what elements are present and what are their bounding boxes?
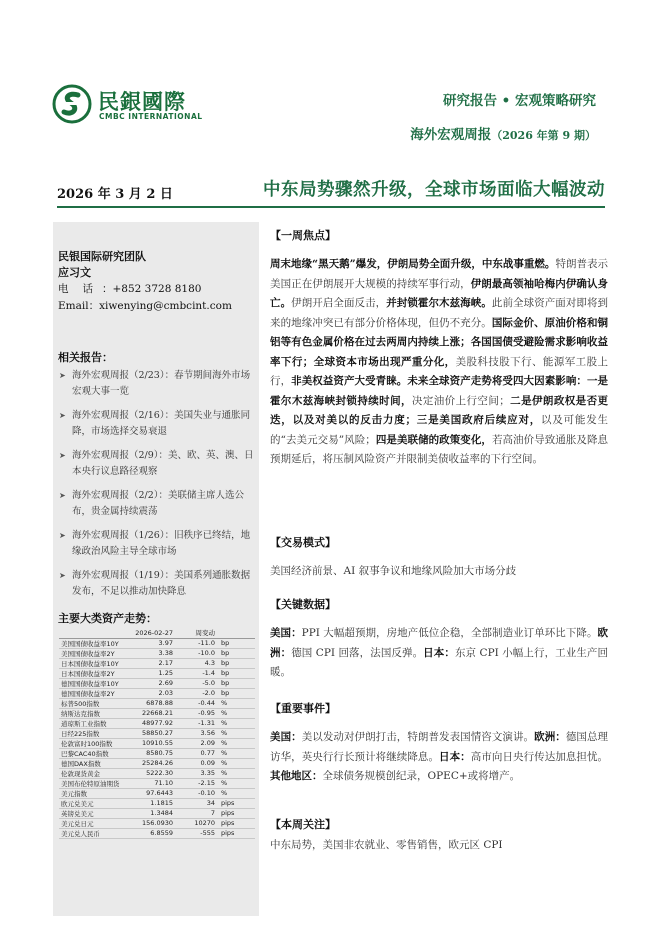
related-report-text: 海外宏观周报（1/26）：旧秩序已终结，地缘政治风险主导全球市场 bbox=[72, 530, 251, 557]
asset-row bbox=[59, 728, 255, 738]
asset-name: 欧元兑美元 bbox=[59, 798, 129, 808]
author-email bbox=[58, 298, 232, 313]
asset-change: 10270 bbox=[175, 818, 217, 828]
assets-header-cell bbox=[59, 628, 129, 638]
asset-change: 34 bbox=[175, 798, 217, 808]
trading-paragraph: 美国经济前景、AI 叙事争议和地缘风险加大市场分歧 bbox=[270, 565, 517, 577]
region-label: 美国： bbox=[270, 627, 302, 639]
region-label: 欧洲： bbox=[270, 627, 608, 659]
related-reports-title: 相关报告： bbox=[58, 351, 113, 364]
related-report-item[interactable] bbox=[58, 568, 254, 600]
author-phone bbox=[58, 281, 201, 296]
asset-name: 标普500指数 bbox=[59, 698, 129, 708]
assets-header-cell: 2026-02-27 bbox=[129, 628, 175, 638]
asset-value: 156.0930 bbox=[129, 818, 175, 828]
asset-name: 道琼斯工业指数 bbox=[59, 718, 129, 728]
related-report-item[interactable] bbox=[58, 408, 254, 440]
author-name: 应习文 bbox=[58, 266, 91, 279]
asset-name: 美国布伦特原油期货 bbox=[59, 778, 129, 788]
asset-unit: % bbox=[217, 778, 255, 788]
watch-paragraph: 中东局势，美国非农就业、零售销售，欧元区 CPI bbox=[270, 839, 503, 851]
asset-unit: bp bbox=[217, 668, 255, 678]
arrow-icon: ➤ bbox=[59, 411, 66, 420]
asset-row bbox=[59, 738, 255, 748]
section-watch-title: 【本周关注】 bbox=[270, 818, 336, 831]
logo-english-text: CMBC INTERNATIONAL bbox=[99, 112, 203, 121]
asset-value: 97.6443 bbox=[129, 788, 175, 798]
asset-value: 6.8559 bbox=[129, 828, 175, 838]
asset-change: -1.31 bbox=[175, 718, 217, 728]
asset-change: 0.77 bbox=[175, 748, 217, 758]
asset-unit: % bbox=[217, 768, 255, 778]
assets-header-row bbox=[59, 628, 255, 638]
focus-bold: 非美权益资产大受青睐。未来全球资产走势将受四大因素影响：一是霍尔木兹海峡封锁持续时间， bbox=[270, 375, 609, 407]
asset-change: 2.09 bbox=[175, 738, 217, 748]
asset-unit: % bbox=[217, 738, 255, 748]
region-label: 欧洲： bbox=[534, 731, 566, 743]
asset-name: 伦敦富时100指数 bbox=[59, 738, 129, 748]
asset-name: 德国DAX指数 bbox=[59, 758, 129, 768]
asset-unit: pips bbox=[217, 808, 255, 818]
asset-name: 德国国债收益率10Y bbox=[59, 678, 129, 688]
asset-change: 3.35 bbox=[175, 768, 217, 778]
data-text: 德国 CPI 回落，法国反弹。 bbox=[291, 646, 424, 659]
region-label: 日本： bbox=[423, 646, 455, 659]
report-series bbox=[410, 123, 596, 143]
asset-value: 2.69 bbox=[129, 678, 175, 688]
asset-row bbox=[59, 648, 255, 658]
asset-change: -5.0 bbox=[175, 678, 217, 688]
asset-unit: % bbox=[217, 698, 255, 708]
arrow-icon: ➤ bbox=[59, 371, 66, 380]
sidebar bbox=[53, 222, 259, 916]
focus-text: 美股科技股下行、能源军工股上行， bbox=[270, 355, 609, 387]
section-trading-title: 【交易模式】 bbox=[270, 536, 336, 549]
email-label: Email bbox=[58, 300, 89, 312]
related-report-text: 海外宏观周报（1/19）：美国系列通胀数据发布，不足以推动加快降息 bbox=[72, 570, 251, 597]
assets-table bbox=[59, 628, 255, 839]
phone-label: 电话 bbox=[58, 283, 107, 295]
asset-change: -2.15 bbox=[175, 778, 217, 788]
asset-row bbox=[59, 698, 255, 708]
asset-row bbox=[59, 718, 255, 728]
focus-bold: 周末地缘“黑天鹅”爆发，伊朗局势全面升级，中东战事重燃。 bbox=[270, 258, 556, 270]
report-series-name: 海外宏观周报 bbox=[410, 127, 492, 143]
section-focus-title: 【一周焦点】 bbox=[270, 229, 336, 242]
report-date: 2026 年 3 月 2 日 bbox=[57, 187, 173, 202]
asset-change: 0.09 bbox=[175, 758, 217, 768]
asset-value: 58850.27 bbox=[129, 728, 175, 738]
arrow-icon: ➤ bbox=[59, 531, 66, 540]
asset-value: 1.1815 bbox=[129, 798, 175, 808]
asset-row bbox=[59, 758, 255, 768]
asset-name: 日本国债收益率10Y bbox=[59, 658, 129, 668]
region-label: 美国： bbox=[270, 731, 302, 743]
focus-text: 决定油价上行空间； bbox=[411, 394, 510, 407]
asset-unit: % bbox=[217, 748, 255, 758]
asset-unit: pips bbox=[217, 818, 255, 828]
section-events-title: 【重要事件】 bbox=[270, 702, 336, 715]
asset-value: 22668.21 bbox=[129, 708, 175, 718]
asset-unit: % bbox=[217, 758, 255, 768]
events-text: 美以发动对伊朗打击，特朗普发表国情咨文演讲。 bbox=[301, 731, 535, 743]
asset-unit: bp bbox=[217, 678, 255, 688]
asset-row bbox=[59, 798, 255, 808]
asset-value: 25284.26 bbox=[129, 758, 175, 768]
asset-unit: pips bbox=[217, 798, 255, 808]
related-report-text: 海外宏观周报（2/16）：美国失业与通胀同降，市场选择交易衰退 bbox=[72, 410, 251, 437]
section-data-title: 【关键数据】 bbox=[270, 598, 336, 611]
related-report-text: 海外宏观周报（2/23）：春节期间海外市场宏观大事一览 bbox=[72, 370, 251, 397]
focus-bold: 二是伊朗政权是否更迭，以及对美以的反击力度；三是美国政府后续应对， bbox=[270, 394, 609, 426]
phone-value: ：+852 3728 8180 bbox=[102, 283, 202, 295]
asset-row bbox=[59, 748, 255, 758]
assets-header-cell bbox=[217, 628, 255, 638]
asset-row bbox=[59, 668, 255, 678]
arrow-icon: ➤ bbox=[59, 451, 66, 460]
asset-unit: % bbox=[217, 788, 255, 798]
arrow-icon: ➤ bbox=[59, 571, 66, 580]
focus-bold: 伊朗最高领袖哈梅内伊确认身亡。 bbox=[270, 277, 609, 309]
asset-value: 10910.55 bbox=[129, 738, 175, 748]
related-report-item[interactable] bbox=[58, 448, 254, 480]
assets-body bbox=[59, 638, 255, 838]
asset-row bbox=[59, 638, 255, 648]
data-text: PPI 大幅超预期，房地产低位企稳，全部制造业订单环比下降。 bbox=[301, 627, 598, 639]
asset-name: 美国国债收益率2Y bbox=[59, 648, 129, 658]
asset-change: -10.0 bbox=[175, 648, 217, 658]
asset-name: 美元兑日元 bbox=[59, 818, 129, 828]
asset-unit: % bbox=[217, 728, 255, 738]
related-report-item[interactable] bbox=[58, 488, 254, 520]
asset-value: 5222.30 bbox=[129, 768, 175, 778]
asset-value: 2.03 bbox=[129, 688, 175, 698]
arrow-icon: ➤ bbox=[59, 491, 66, 500]
asset-unit: pips bbox=[217, 828, 255, 838]
related-report-text: 海外宏观周报（2/2）：美联储主席人选公布，贵金属持续震荡 bbox=[72, 490, 245, 517]
asset-name: 美元兑人民币 bbox=[59, 828, 129, 838]
asset-name: 美国国债收益率10Y bbox=[59, 638, 129, 648]
asset-row bbox=[59, 818, 255, 828]
asset-name: 日本国债收益率2Y bbox=[59, 668, 129, 678]
asset-name: 日经225指数 bbox=[59, 728, 129, 738]
asset-value: 1.25 bbox=[129, 668, 175, 678]
asset-value: 8580.75 bbox=[129, 748, 175, 758]
asset-value: 3.38 bbox=[129, 648, 175, 658]
data-paragraph bbox=[270, 624, 608, 683]
asset-change: -11.0 bbox=[175, 638, 217, 648]
focus-bold: 国际金价、原油价格和铜铝等有色金属价格在过去两周内持续上涨；各国国债受避险需求影响收益率下行；全球资本市场出现严重分化， bbox=[270, 316, 609, 368]
asset-row bbox=[59, 828, 255, 838]
events-paragraph bbox=[270, 728, 608, 787]
region-label: 日本： bbox=[439, 750, 471, 763]
title-divider bbox=[57, 206, 605, 208]
related-reports-list bbox=[58, 368, 254, 608]
focus-bold: 四是美联储的政策变化， bbox=[375, 433, 492, 446]
asset-unit: % bbox=[217, 708, 255, 718]
asset-name: 英镑兑美元 bbox=[59, 808, 129, 818]
focus-text: 此前全球资产面对即将到来的地缘冲突已有部分价格体现，但仍不充分。 bbox=[270, 297, 609, 329]
asset-unit: bp bbox=[217, 658, 255, 668]
research-team: 民银国际研究团队 bbox=[58, 250, 146, 263]
asset-row bbox=[59, 788, 255, 798]
asset-name: 美元指数 bbox=[59, 788, 129, 798]
asset-change: 7 bbox=[175, 808, 217, 818]
assets-title: 主要大类资产走势： bbox=[58, 612, 157, 625]
asset-row bbox=[59, 688, 255, 698]
report-title: 中东局势骤然升级，全球市场面临大幅波动 bbox=[263, 180, 605, 200]
asset-change: 3.56 bbox=[175, 728, 217, 738]
asset-unit: bp bbox=[217, 638, 255, 648]
asset-change: -555 bbox=[175, 828, 217, 838]
asset-value: 6878.88 bbox=[129, 698, 175, 708]
cmbc-logo-icon bbox=[52, 84, 92, 124]
asset-row bbox=[59, 708, 255, 718]
asset-value: 48977.92 bbox=[129, 718, 175, 728]
asset-unit: % bbox=[217, 718, 255, 728]
asset-change: 4.3 bbox=[175, 658, 217, 668]
asset-name: 巴黎CAC40指数 bbox=[59, 748, 129, 758]
asset-row bbox=[59, 808, 255, 818]
asset-value: 1.3484 bbox=[129, 808, 175, 818]
asset-row bbox=[59, 778, 255, 788]
focus-text: 特朗普表示美国正在伊朗展开大规模的持续军事行动， bbox=[270, 258, 609, 290]
asset-row bbox=[59, 678, 255, 688]
report-issue: （2026 年第 9 期） bbox=[491, 129, 596, 142]
region-label: 其他地区： bbox=[270, 770, 323, 782]
asset-value: 71.10 bbox=[129, 778, 175, 788]
events-text: 全球债务规模创纪录，OPEC+或将增产。 bbox=[322, 770, 521, 782]
asset-change: -0.44 bbox=[175, 698, 217, 708]
focus-text: 若高油价导致通胀及降息预期延后，将压制风险资产并限制美债收益率的下行空间。 bbox=[270, 433, 608, 465]
focus-text: 伊朗开启全面反击， bbox=[291, 297, 387, 309]
asset-unit: bp bbox=[217, 688, 255, 698]
asset-change: -2.0 bbox=[175, 688, 217, 698]
asset-name: 德国国债收益率2Y bbox=[59, 688, 129, 698]
related-report-item[interactable] bbox=[58, 528, 254, 560]
asset-value: 2.17 bbox=[129, 658, 175, 668]
asset-value: 3.97 bbox=[129, 638, 175, 648]
related-report-text: 海外宏观周报（2/9）：美、欧、英、澳、日本央行议息路径观察 bbox=[72, 450, 254, 477]
events-text: 德国总理访华，英央行行长预计将继续降息。 bbox=[270, 731, 609, 763]
asset-change: -0.95 bbox=[175, 708, 217, 718]
data-text: 东京 CPI 小幅上行，工业生产回暖。 bbox=[270, 646, 609, 678]
asset-row bbox=[59, 658, 255, 668]
focus-paragraph bbox=[270, 255, 608, 470]
asset-name: 伦敦现货黄金 bbox=[59, 768, 129, 778]
asset-name: 纳斯达克指数 bbox=[59, 708, 129, 718]
cmbc-logo bbox=[52, 84, 202, 126]
assets-header-cell: 周变动 bbox=[175, 628, 217, 638]
asset-change: -1.4 bbox=[175, 668, 217, 678]
logo-chinese-text: 民銀國際 bbox=[98, 90, 186, 114]
focus-bold: 并封锁霍尔木兹海峡。 bbox=[386, 297, 492, 309]
email-value: ：xiwenying@cmbcint.com bbox=[88, 300, 232, 312]
events-text: 高市向日央行传达加息担忧。 bbox=[470, 750, 609, 763]
asset-row bbox=[59, 768, 255, 778]
focus-text: 以及可能发生的“去美元交易”风险； bbox=[270, 414, 609, 446]
related-report-item[interactable] bbox=[58, 368, 254, 400]
report-type: 研究报告 • 宏观策略研究 bbox=[442, 93, 596, 109]
asset-change: -0.10 bbox=[175, 788, 217, 798]
asset-unit: bp bbox=[217, 648, 255, 658]
